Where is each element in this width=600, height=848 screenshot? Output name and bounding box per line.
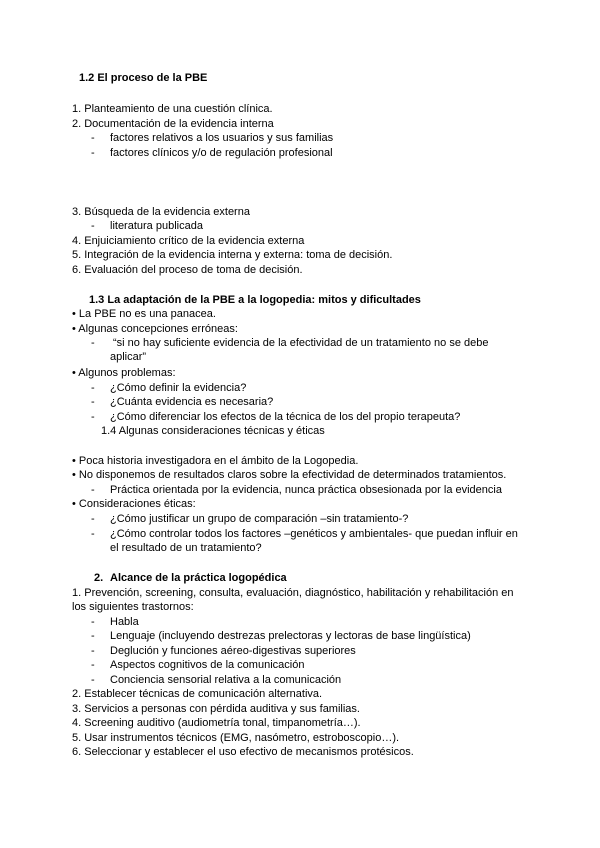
heading-1-2: 1.2 El proceso de la PBE xyxy=(79,72,208,84)
dash-marker: - xyxy=(91,674,95,686)
dash-marker: - xyxy=(91,616,95,628)
bullet-item: • Algunas concepciones erróneas: xyxy=(72,323,238,335)
dash-marker: - xyxy=(91,659,95,671)
bullet-item: • Poca historia investigadora en el ámbito de la Logopedia. xyxy=(72,455,359,467)
heading-2: Alcance de la práctica logopédica xyxy=(110,572,287,584)
sub-item: ¿Cómo definir la evidencia? xyxy=(110,382,247,394)
dash-marker: - xyxy=(91,484,95,496)
dash-marker: - xyxy=(91,220,95,232)
dash-marker: - xyxy=(91,630,95,642)
list-item: 6. Evaluación del proceso de toma de decisión. xyxy=(72,264,303,276)
sub-item: literatura publicada xyxy=(110,220,203,232)
sub-item: Habla xyxy=(110,616,139,628)
list-item: 1. Planteamiento de una cuestión clínica. xyxy=(72,103,273,115)
bullet-item: • La PBE no es una panacea. xyxy=(72,308,216,320)
sub-item: ¿Cómo controlar todos los factores –genéticos y ambientales- que puedan influir en xyxy=(110,528,518,540)
sub-item: factores relativos a los usuarios y sus familias xyxy=(110,132,334,144)
sub-item: factores clínicos y/o de regulación profesional xyxy=(110,147,333,159)
dash-marker: - xyxy=(91,132,95,144)
dash-marker: - xyxy=(91,513,95,525)
heading-1-3: 1.3 La adaptación de la PBE a la logopedia: mitos y dificultades xyxy=(89,294,421,306)
dash-marker: - xyxy=(91,528,95,540)
sub-item: Aspectos cognitivos de la comunicación xyxy=(110,659,305,671)
list-item: 3. Búsqueda de la evidencia externa xyxy=(72,206,250,218)
list-item: 4. Screening auditivo (audiometría tonal, timpanometría…). xyxy=(72,717,361,729)
sub-item: Conciencia sensorial relativa a la comunicación xyxy=(110,674,342,686)
list-item: 5. Usar instrumentos técnicos (EMG, nasómetro, estroboscopio…). xyxy=(72,732,400,744)
dash-marker: - xyxy=(91,396,95,408)
list-item: 3. Servicios a personas con pérdida auditiva y sus familias. xyxy=(72,703,360,715)
heading-2-number: 2. xyxy=(94,572,104,584)
bullet-item: • Algunos problemas: xyxy=(72,367,176,379)
list-item: 4. Enjuiciamiento crítico de la evidencia externa xyxy=(72,235,305,247)
bullet-item: • No disponemos de resultados claros sobre la efectividad de determinados tratamientos. xyxy=(72,469,507,481)
sub-item-wrap: el resultado de un tratamiento? xyxy=(110,542,262,554)
list-item: 1. Prevención, screening, consulta, evaluación, diagnóstico, habilitación y rehabilitación en xyxy=(72,587,514,599)
dash-marker: - xyxy=(91,645,95,657)
dash-marker: - xyxy=(91,382,95,394)
list-item: 2. Establecer técnicas de comunicación alternativa. xyxy=(72,688,323,700)
sub-item: Deglución y funciones aéreo-digestivas superiores xyxy=(110,645,356,657)
sub-item: ¿Cuánta evidencia es necesaria? xyxy=(110,396,274,408)
sub-item: ¿Cómo justificar un grupo de comparación –sin tratamiento-? xyxy=(110,513,409,525)
dash-marker: - xyxy=(91,337,95,349)
quote-line-2: aplicar” xyxy=(110,351,147,363)
sub-item: Práctica orientada por la evidencia, nunca práctica obsesionada por la evidencia xyxy=(110,484,502,496)
list-item: 6. Seleccionar y establecer el uso efectivo de mecanismos protésicos. xyxy=(72,746,414,758)
list-item: 2. Documentación de la evidencia interna xyxy=(72,118,274,130)
bullet-item: • Consideraciones éticas: xyxy=(72,498,196,510)
subheading-1-4: 1.4 Algunas consideraciones técnicas y éticas xyxy=(101,425,325,437)
dash-marker: - xyxy=(91,147,95,159)
quote-line-1: “si no hay suficiente evidencia de la efectividad de un tratamiento no se debe xyxy=(113,337,489,349)
list-item-wrap: los siguientes trastornos: xyxy=(72,601,194,613)
list-item: 5. Integración de la evidencia interna y externa: toma de decisión. xyxy=(72,249,393,261)
sub-item: Lenguaje (incluyendo destrezas prelectoras y lectoras de base lingüística) xyxy=(110,630,471,642)
dash-marker: - xyxy=(91,411,95,423)
sub-item: ¿Cómo diferenciar los efectos de la técnica de los del propio terapeuta? xyxy=(110,411,461,423)
